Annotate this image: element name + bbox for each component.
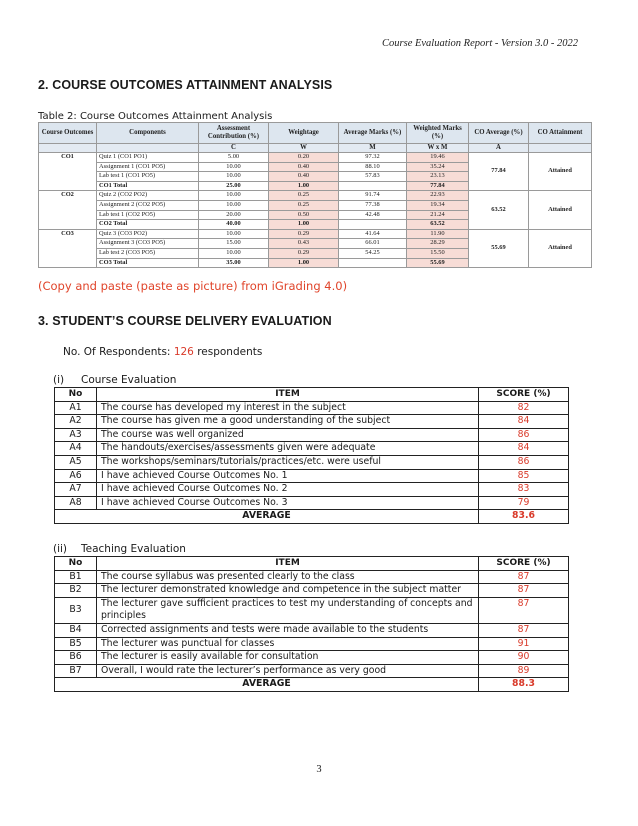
respondents-count: 126: [173, 346, 194, 358]
co-header-co-average: CO Average (%): [469, 123, 529, 144]
co-weighted-marks: 21.24: [407, 210, 469, 220]
table-row: [55, 664, 569, 678]
average-label: AVERAGE: [55, 678, 479, 692]
row-no: B6: [55, 651, 97, 665]
co-weighted-marks: 35.24: [407, 162, 469, 172]
co-subheader: C: [199, 144, 269, 153]
table-row: [55, 455, 569, 469]
table-caption: Table 2: Course Outcomes Attainment Analysis: [38, 111, 273, 122]
row-score: 85: [479, 469, 569, 483]
co-subheader: [39, 144, 97, 153]
co-total-avg-marks: [339, 181, 407, 191]
table-row: [55, 597, 569, 623]
co-contribution: 10.00: [199, 172, 269, 182]
row-no: A1: [55, 401, 97, 415]
co-weightage: 0.29: [269, 248, 339, 258]
row-score: 91: [479, 637, 569, 651]
co-weighted-marks: 19.34: [407, 200, 469, 210]
eval-header-no: No: [55, 557, 97, 571]
row-item: The lecturer gave sufficient practices to test my understanding of concepts and principles: [97, 597, 479, 623]
page-number: 3: [316, 764, 322, 775]
co-average: 63.52: [469, 191, 529, 229]
co-avg-marks: 57.83: [339, 172, 407, 182]
table-row: [55, 637, 569, 651]
row-item: The course has developed my interest in the subject: [97, 401, 479, 415]
co-total-label: CO3 Total: [97, 258, 199, 268]
teaching-eval-roman: (ii): [53, 543, 68, 555]
average-score: 88.3: [479, 678, 569, 692]
co-contribution: 5.00: [199, 153, 269, 163]
section-2-title: 2. COURSE OUTCOMES ATTAINMENT ANALYSIS: [38, 78, 333, 92]
co-average: 55.69: [469, 229, 529, 267]
respondents-line: [63, 346, 262, 358]
co-table-subheader-row: [39, 144, 592, 153]
eval-header-score: SCORE (%): [479, 557, 569, 571]
co-subheader: W x M: [407, 144, 469, 153]
co-header-outcomes: Course Outcomes: [39, 123, 97, 144]
co-table-row: [39, 153, 592, 163]
row-no: A7: [55, 483, 97, 497]
course-eval-title-text: Course Evaluation: [81, 374, 177, 386]
co-avg-marks: 77.38: [339, 200, 407, 210]
row-no: A4: [55, 442, 97, 456]
table-row: [55, 415, 569, 429]
table-row: [55, 428, 569, 442]
row-score: 82: [479, 401, 569, 415]
row-score: 87: [479, 597, 569, 623]
teaching-eval-title-text: Teaching Evaluation: [81, 543, 186, 555]
co-header-contribution: Assessment Contribution (%): [199, 123, 269, 144]
co-total-contribution: 40.00: [199, 220, 269, 230]
co-average: 77.84: [469, 153, 529, 191]
row-no: B3: [55, 597, 97, 623]
row-score: 86: [479, 428, 569, 442]
table-row: [55, 483, 569, 497]
row-no: B1: [55, 570, 97, 584]
row-item: I have achieved Course Outcomes No. 2: [97, 483, 479, 497]
table-row: [55, 401, 569, 415]
co-component: Quiz 2 (CO2 PO2): [97, 191, 199, 201]
row-item: I have achieved Course Outcomes No. 1: [97, 469, 479, 483]
table-row: [55, 584, 569, 598]
row-no: A8: [55, 496, 97, 510]
row-score: 84: [479, 442, 569, 456]
co-component: Assignment 1 (CO1 PO5): [97, 162, 199, 172]
co-contribution: 10.00: [199, 200, 269, 210]
co-header-weighted-marks: Weighted Marks (%): [407, 123, 469, 144]
row-item: The course was well organized: [97, 428, 479, 442]
co-total-contribution: 35.00: [199, 258, 269, 268]
row-no: B5: [55, 637, 97, 651]
co-component: Quiz 3 (CO3 PO2): [97, 229, 199, 239]
co-weighted-marks: 11.90: [407, 229, 469, 239]
row-score: 90: [479, 651, 569, 665]
co-subheader: W: [269, 144, 339, 153]
row-score: 89: [479, 664, 569, 678]
co-header-weightage: Weightage: [269, 123, 339, 144]
co-weighted-marks: 15.50: [407, 248, 469, 258]
co-avg-marks: 54.25: [339, 248, 407, 258]
co-component: Lab test 1 (CO1 PO5): [97, 172, 199, 182]
co-total-avg-marks: [339, 220, 407, 230]
co-subheader: A: [469, 144, 529, 153]
co-weightage: 0.29: [269, 229, 339, 239]
co-avg-marks: 42.48: [339, 210, 407, 220]
teaching-evaluation-table: [54, 556, 569, 692]
course-eval-roman: (i): [53, 374, 65, 386]
co-total-weightage: 1.00: [269, 181, 339, 191]
co-attainment: Attained: [529, 153, 592, 191]
co-table-header-row: [39, 123, 592, 144]
respondents-label: No. Of Respondents:: [63, 346, 174, 358]
co-component: Lab test 1 (CO2 PO5): [97, 210, 199, 220]
co-contribution: 10.00: [199, 191, 269, 201]
eval-header-item: ITEM: [97, 388, 479, 402]
co-table-row: [39, 191, 592, 201]
row-item: The lecturer demonstrated knowledge and competence in the subject matter: [97, 584, 479, 598]
row-score: 87: [479, 623, 569, 637]
row-score: 87: [479, 570, 569, 584]
co-label: CO3: [39, 229, 97, 267]
co-contribution: 10.00: [199, 229, 269, 239]
row-no: B2: [55, 584, 97, 598]
co-weighted-marks: 23.13: [407, 172, 469, 182]
co-total-weighted-marks: 77.84: [407, 181, 469, 191]
average-row: [55, 678, 569, 692]
table-row: [55, 496, 569, 510]
co-contribution: 10.00: [199, 248, 269, 258]
co-total-contribution: 25.00: [199, 181, 269, 191]
co-weighted-marks: 22.93: [407, 191, 469, 201]
co-total-label: CO1 Total: [97, 181, 199, 191]
respondents-suffix: respondents: [193, 346, 263, 358]
row-no: A3: [55, 428, 97, 442]
co-total-weighted-marks: 55.69: [407, 258, 469, 268]
row-no: B7: [55, 664, 97, 678]
co-subheader: M: [339, 144, 407, 153]
row-score: 84: [479, 415, 569, 429]
co-total-weightage: 1.00: [269, 220, 339, 230]
co-total-weighted-marks: 63.52: [407, 220, 469, 230]
eval-header-score: SCORE (%): [479, 388, 569, 402]
co-weighted-marks: 19.46: [407, 153, 469, 163]
row-item: The course syllabus was presented clearly to the class: [97, 570, 479, 584]
teaching-eval-title: [53, 543, 186, 555]
co-avg-marks: 66.01: [339, 239, 407, 249]
co-contribution: 20.00: [199, 210, 269, 220]
co-total-avg-marks: [339, 258, 407, 268]
co-weightage: 0.25: [269, 191, 339, 201]
co-attainment-table: [38, 122, 592, 268]
co-weightage: 0.43: [269, 239, 339, 249]
co-contribution: 15.00: [199, 239, 269, 249]
co-weightage: 0.40: [269, 172, 339, 182]
eval-header-row: [55, 557, 569, 571]
report-header: Course Evaluation Report - Version 3.0 - 2022: [382, 38, 578, 49]
eval-header-item: ITEM: [97, 557, 479, 571]
course-evaluation-table: [54, 387, 569, 524]
table-row: [55, 623, 569, 637]
average-score: 83.6: [479, 510, 569, 524]
co-avg-marks: 91.74: [339, 191, 407, 201]
row-item: Corrected assignments and tests were made available to the students: [97, 623, 479, 637]
co-component: Assignment 2 (CO2 PO5): [97, 200, 199, 210]
row-item: I have achieved Course Outcomes No. 3: [97, 496, 479, 510]
co-avg-marks: 41.64: [339, 229, 407, 239]
table-row: [55, 442, 569, 456]
row-item: Overall, I would rate the lecturer’s performance as very good: [97, 664, 479, 678]
co-weighted-marks: 28.29: [407, 239, 469, 249]
co-avg-marks: 88.10: [339, 162, 407, 172]
course-eval-title: [53, 374, 176, 386]
co-table-row: [39, 229, 592, 239]
eval-header-no: No: [55, 388, 97, 402]
co-weightage: 0.25: [269, 200, 339, 210]
co-weightage: 0.20: [269, 153, 339, 163]
co-label: CO2: [39, 191, 97, 229]
co-attainment: Attained: [529, 191, 592, 229]
co-subheader: [529, 144, 592, 153]
co-subheader: [97, 144, 199, 153]
co-attainment: Attained: [529, 229, 592, 267]
co-total-label: CO2 Total: [97, 220, 199, 230]
co-total-weightage: 1.00: [269, 258, 339, 268]
co-component: Lab test 2 (CO3 PO5): [97, 248, 199, 258]
co-avg-marks: 97.32: [339, 153, 407, 163]
row-no: A6: [55, 469, 97, 483]
average-label: AVERAGE: [55, 510, 479, 524]
row-no: A2: [55, 415, 97, 429]
row-item: The lecturer was punctual for classes: [97, 637, 479, 651]
copy-paste-note: (Copy and paste (paste as picture) from iGrading 4.0): [38, 279, 348, 293]
co-weightage: 0.50: [269, 210, 339, 220]
row-no: B4: [55, 623, 97, 637]
co-header-co-attainment: CO Attainment: [529, 123, 592, 144]
co-component: Assignment 3 (CO3 PO5): [97, 239, 199, 249]
row-score: 83: [479, 483, 569, 497]
table-row: [55, 469, 569, 483]
co-weightage: 0.40: [269, 162, 339, 172]
eval-header-row: [55, 388, 569, 402]
average-row: [55, 510, 569, 524]
row-item: The course has given me a good understanding of the subject: [97, 415, 479, 429]
table-row: [55, 651, 569, 665]
co-component: Quiz 1 (CO1 PO1): [97, 153, 199, 163]
row-item: The handouts/exercises/assessments given were adequate: [97, 442, 479, 456]
section-3-title: 3. STUDENT’S COURSE DELIVERY EVALUATION: [38, 314, 332, 328]
table-row: [55, 570, 569, 584]
row-score: 86: [479, 455, 569, 469]
co-header-average-marks: Average Marks (%): [339, 123, 407, 144]
row-score: 87: [479, 584, 569, 598]
row-score: 79: [479, 496, 569, 510]
row-item: The workshops/seminars/tutorials/practices/etc. were useful: [97, 455, 479, 469]
co-contribution: 10.00: [199, 162, 269, 172]
row-no: A5: [55, 455, 97, 469]
row-item: The lecturer is easily available for consultation: [97, 651, 479, 665]
co-header-components: Components: [97, 123, 199, 144]
co-label: CO1: [39, 153, 97, 191]
